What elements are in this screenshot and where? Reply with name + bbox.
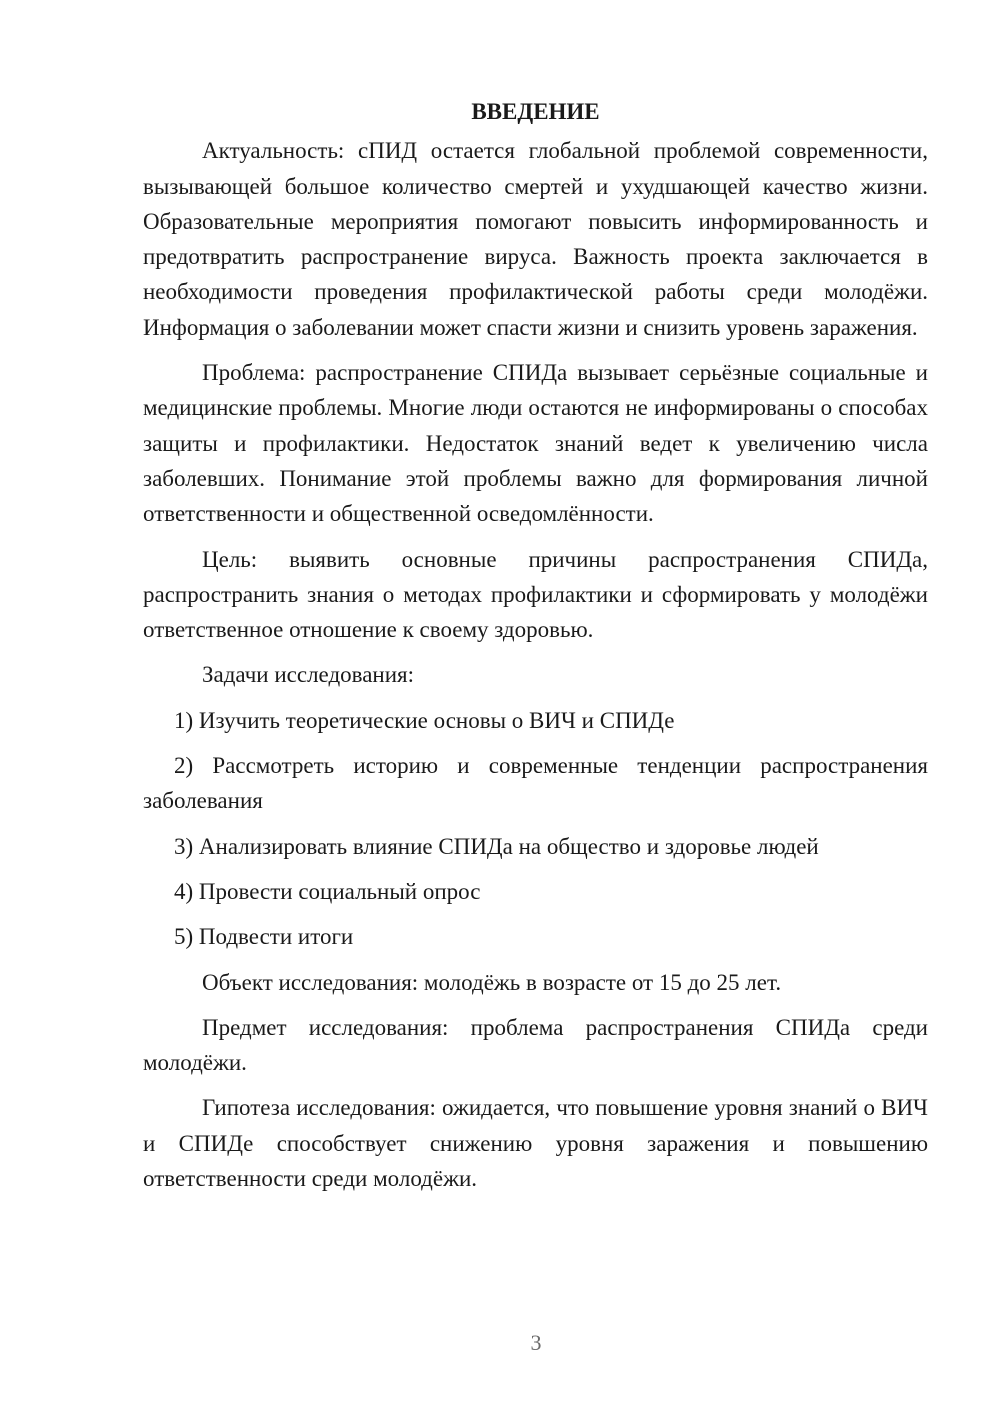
task-item-4: 4) Провести социальный опрос xyxy=(174,878,481,904)
task-item-1: 1) Изучить теоретические основы о ВИЧ и СПИДе xyxy=(174,707,675,733)
task-item-3: 3) Анализировать влияние СПИДа на общество и здоровье людей xyxy=(174,833,819,859)
task-item-5: 5) Подвести итоги xyxy=(174,924,354,950)
subject-paragraph: Предмет исследования: проблема распространения СПИДа среди молодёжи. xyxy=(143,1014,928,1076)
page-title: ВВЕДЕНИЕ xyxy=(471,99,600,124)
task-item-2: 2) Рассмотреть историю и современные тенденции распространения заболевания xyxy=(143,753,928,814)
goal-paragraph: Цель: выявить основные причины распространения СПИДа, распространить знания о методах профилактики и сформировать у молодёжи ответственное отношение к своему здоровью. xyxy=(143,546,928,643)
page-number: 3 xyxy=(530,1330,542,1355)
problem-paragraph: Проблема: распространение СПИДа вызывает серьёзные социальные и медицинские проблемы. Многие люди остаются не информированы о способах защиты и профилактики. Недостаток знаний ведет к увеличению числа заболевших. Понимание этой проблемы важно для формирования личной ответственности и общественной осведомлённости. xyxy=(143,360,928,527)
tasks-heading: Задачи исследования: xyxy=(202,662,415,688)
object-paragraph: Объект исследования: молодёжь в возрасте от 15 до 25 лет. xyxy=(202,969,782,995)
relevance-paragraph: Актуальность: сПИД остается глобальной проблемой современности, вызывающей большое количество смертей и ухудшающей качество жизни. Образовательные мероприятия помогают повысить информированность и предотвратить распространение вируса. Важность проекта заключается в необходимости проведения профилактической работы среди молодёжи. Информация о заболевании может спасти жизни и снизить уровень заражения. xyxy=(143,138,928,340)
page-content xyxy=(143,94,928,1206)
hypothesis-paragraph: Гипотеза исследования: ожидается, что повышение уровня знаний о ВИЧ и СПИДе способствует снижению уровня заражения и повышению ответственности среди молодёжи. xyxy=(143,1095,928,1192)
